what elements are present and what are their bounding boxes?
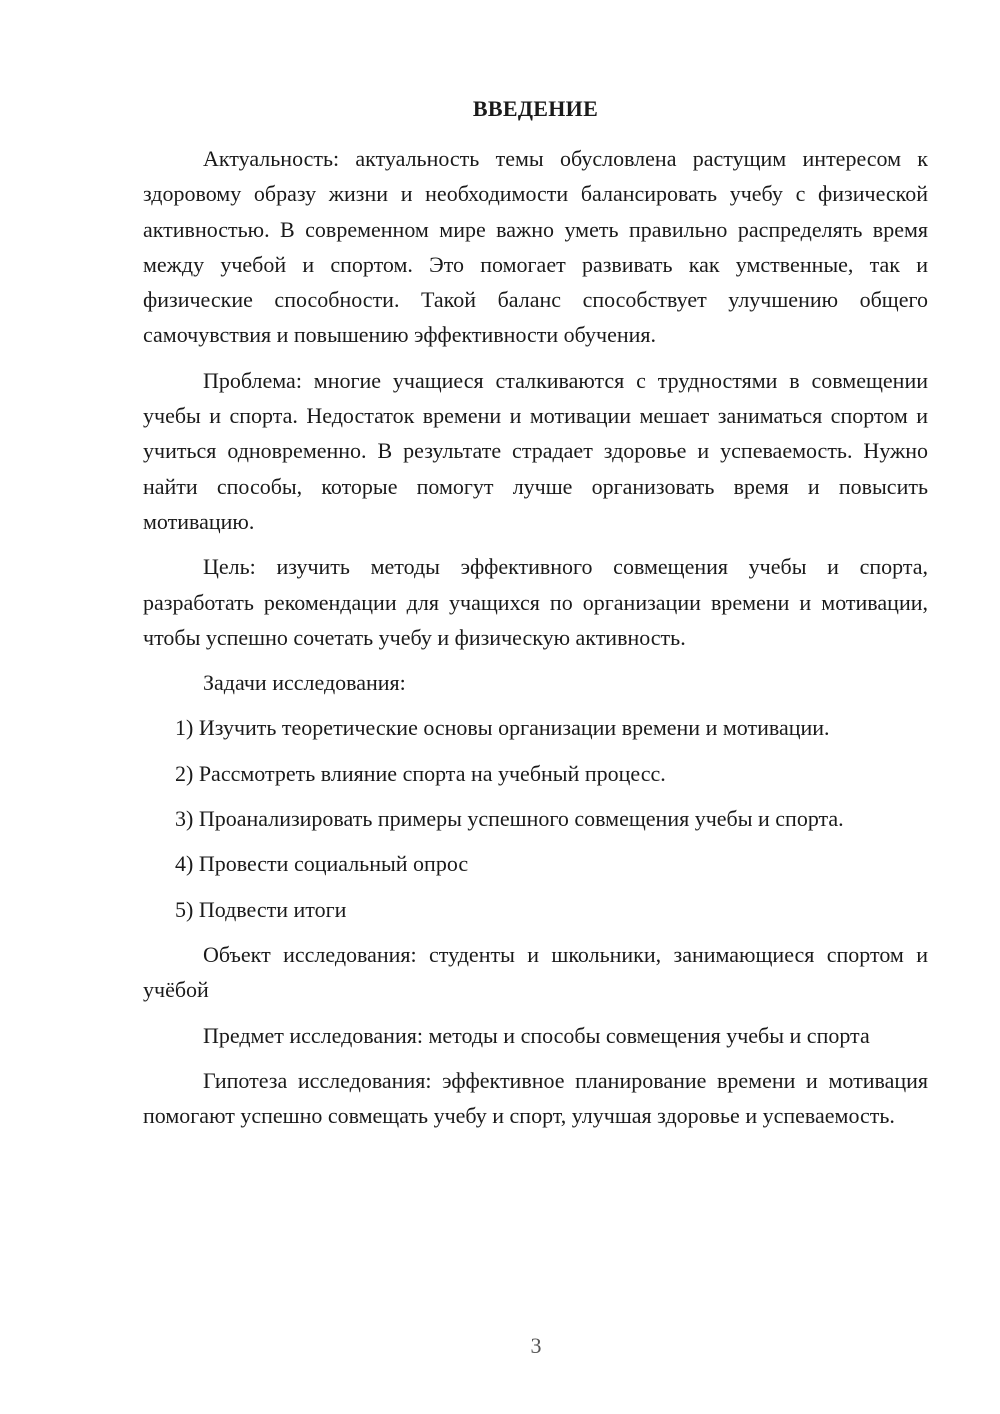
- goal-paragraph: Цель: изучить методы эффективного совмещения учебы и спорта, разработать рекомендации для учащихся по организации времени и мотивации, чтобы успешно сочетать учебу и физическую активность.: [143, 554, 928, 650]
- problem-paragraph: Проблема: многие учащиеся сталкиваются с трудностями в совмещении учебы и спорта. Недостаток времени и мотивации мешает заниматься спортом и учиться одновременно. В результате страдает здоровье и успеваемость. Нужно найти способы, которые помогут лучше организовать время и повысить мотивацию.: [143, 367, 928, 534]
- page-number: 3: [530, 1333, 542, 1358]
- relevance-paragraph: Актуальность: актуальность темы обусловлена растущим интересом к здоровому образу жизни и необходимости балансировать учебу с физической активностью. В современном мире важно уметь правильно распределять время между учебой и спортом. Это помогает развивать как умственные, так и физические способности. Такой баланс способствует улучшению общего самочувствия и повышению эффективности обучения.: [143, 146, 928, 348]
- page-title: ВВЕДЕНИЕ: [472, 96, 599, 121]
- subject-paragraph: Предмет исследования: методы и способы совмещения учебы и спорта: [203, 1022, 870, 1048]
- object-paragraph: Объект исследования: студенты и школьники, занимающиеся спортом и учёбой: [143, 941, 928, 1003]
- tasks-heading: Задачи исследования:: [203, 670, 406, 696]
- hypothesis-paragraph: Гипотеза исследования: эффективное планирование времени и мотивация помогают успешно совмещать учебу и спорт, улучшая здоровье и успеваемость.: [143, 1067, 928, 1129]
- task-item-2: 2) Рассмотреть влияние спорта на учебный процесс.: [175, 760, 666, 786]
- task-item-1: 1) Изучить теоретические основы организации времени и мотивации.: [175, 715, 830, 741]
- task-item-5: 5) Подвести итоги: [175, 896, 347, 922]
- task-item-4: 4) Провести социальный опрос: [175, 851, 469, 877]
- task-item-3: 3) Проанализировать примеры успешного совмещения учебы и спорта.: [175, 806, 844, 832]
- document-body: [143, 141, 928, 1143]
